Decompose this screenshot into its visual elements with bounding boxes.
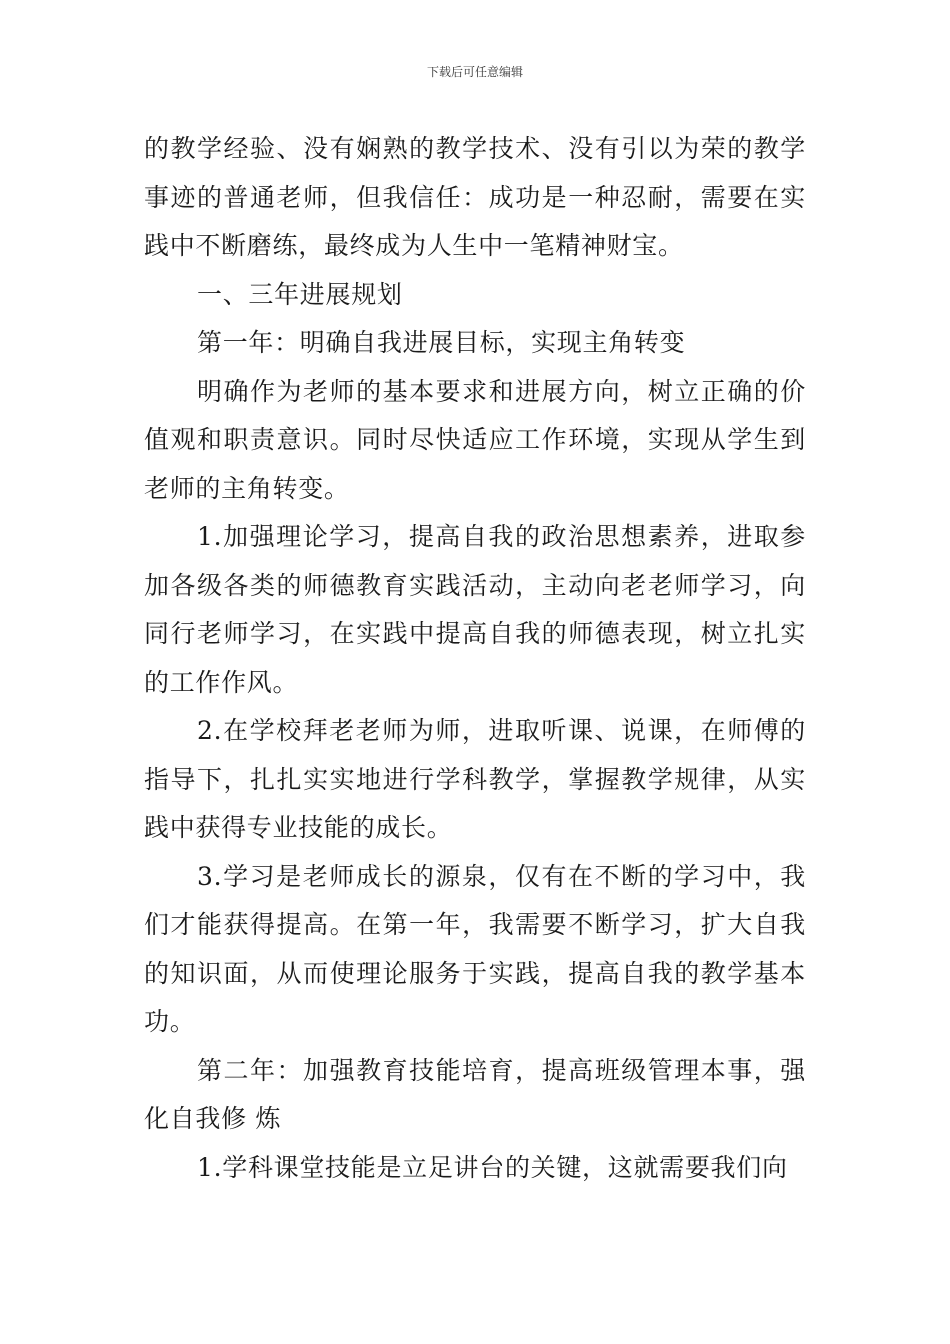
subheading-first-year: 第一年：明确自我进展目标，实现主角转变 [197,328,686,357]
list-item-3: 3.学习是老师成长的源泉，仅有在不断的学习中，我们才能获得提高。在第一年，我需要不断学习，扩大自我的知识面，从而使理论服务于实践，提高自我的教学基本功。 [144,861,806,1036]
paragraph-intro-continuation: 的教学经验、没有娴熟的教学技术、没有引以为荣的教学事迹的普通老师，但我信任：成功是一种忍耐，需要在实践中不断磨练，最终成为人生中一笔精神财宝。 [144,134,806,260]
page-header-note: 下载后可任意编辑 [426,65,523,79]
section-heading-three-year-plan: 一、三年进展规划 [197,279,403,309]
list-item-2: 2.在学校拜老老师为师，进取听课、说课，在师傅的指导下，扎扎实实地进行学科教学，掌握教学规律，从实践中获得专业技能的成长。 [144,716,806,842]
document-body [144,125,806,1192]
list-item-1: 1.加强理论学习，提高自我的政治思想素养，进取参加各级各类的师德教育实践活动，主动向老老师学习，向同行老师学习，在实践中提高自我的师德表现，树立扎实的工作作风。 [144,522,806,697]
subheading-second-year: 第二年：加强教育技能培育，提高班级管理本事，强化自我修 炼 [144,1055,806,1133]
list-item-second-year-1: 1.学科课堂技能是立足讲台的关键，这就需要我们向 [197,1152,788,1182]
paragraph-first-year-goal: 明确作为老师的基本要求和进展方向，树立正确的价值观和职责意识。同时尽快适应工作环境，实现从学生到老师的主角转变。 [144,376,806,503]
